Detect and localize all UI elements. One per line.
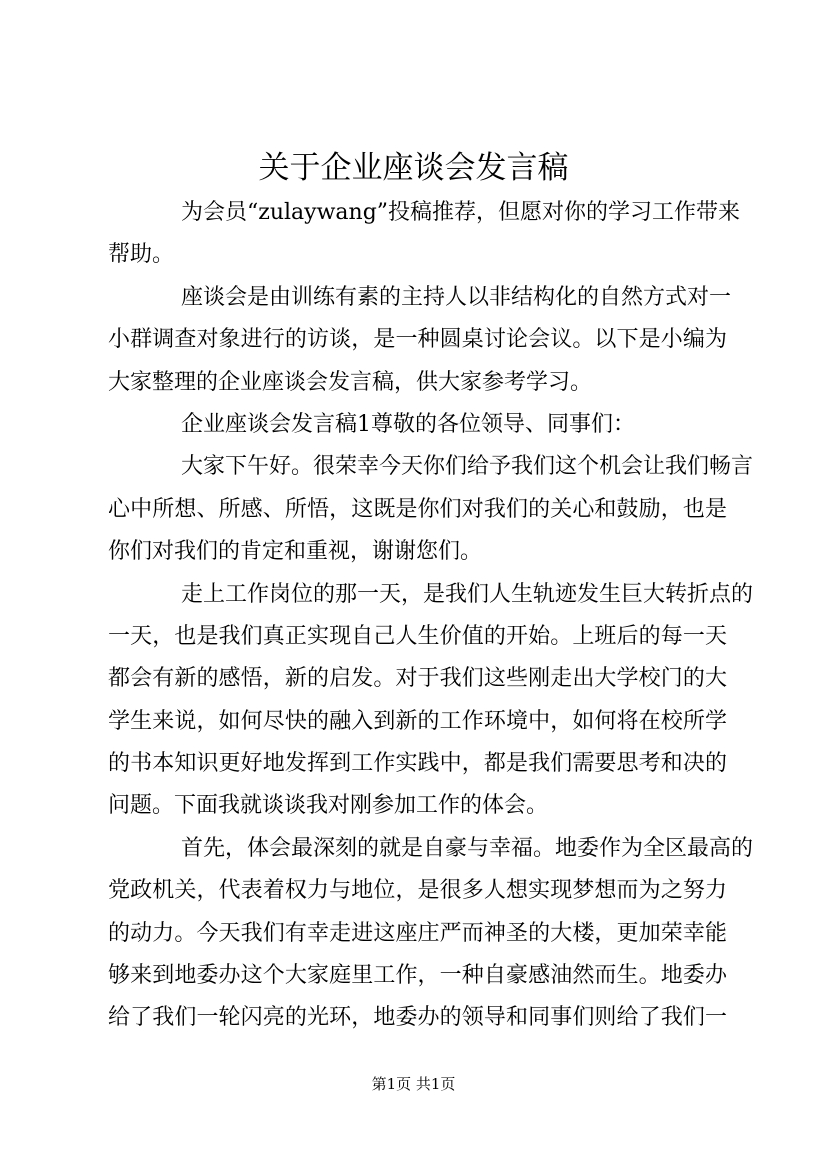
document-title: 关于企业座谈会发言稿 [258,150,569,186]
text-line: 座谈会是由训练有素的主持人以非结构化的自然方式对一 [181,284,732,310]
document-body [108,192,754,1040]
text-line: 心中所想、所感、所悟，这既是你们对我们的关心和鼓励，也是 [108,496,727,522]
paragraph [108,404,727,446]
text-line: 一天，也是我们真正实现自己人生价值的开始。上班后的每一天 [108,623,727,649]
text-line: 学生来说，如何尽快的融入到新的工作环境中，如何将在校所学 [108,708,727,734]
text-line: 首先，体会最深刻的就是自豪与幸福。地委作为全区最高的 [181,835,754,861]
paragraph [108,574,754,828]
text-line: 走上工作岗位的那一天，是我们人生轨迹发生巨大转折点的 [181,581,754,607]
text-line: 问题。下面我就谈谈我对刚参加工作的体会。 [108,793,549,819]
text-line: 帮助。 [108,242,175,268]
text-line: 大家下午好。很荣幸今天你们给予我们这个机会让我们畅言 [181,454,754,480]
text-line: 的书本知识更好地发挥到工作实践中，都是我们需要思考和决的 [108,751,727,777]
text-line: 党政机关，代表着权力与地位，是很多人想实现梦想而为之努力 [108,878,727,904]
text-line: 的动力。今天我们有幸走进这座庄严而神圣的大楼，更加荣幸能 [108,920,727,946]
text-line: 给了我们一轮闪亮的光环，地委办的领导和同事们则给了我们一 [108,1005,727,1031]
text-line: 够来到地委办这个大家庭里工作，一种自豪感油然而生。地委办 [108,963,727,989]
paragraph [108,192,741,277]
paragraph [108,828,754,1040]
text-line: 为会员“zulaywang”投稿推荐，但愿对你的学习工作带来 [181,200,741,225]
page-footer: 第1页 共1页 [371,1075,456,1093]
paragraph [108,277,732,404]
paragraph [108,446,754,573]
text-line: 企业座谈会发言稿1尊敬的各位领导、同事们： [181,411,635,437]
text-line: 你们对我们的肯定和重视，谢谢您们。 [108,539,483,565]
text-line: 都会有新的感悟，新的启发。对于我们这些刚走出大学校门的大 [108,666,727,692]
text-line: 小群调查对象进行的访谈，是一种圆桌讨论会议。以下是小编为 [108,327,727,353]
text-line: 大家整理的企业座谈会发言稿，供大家参考学习。 [108,369,593,395]
